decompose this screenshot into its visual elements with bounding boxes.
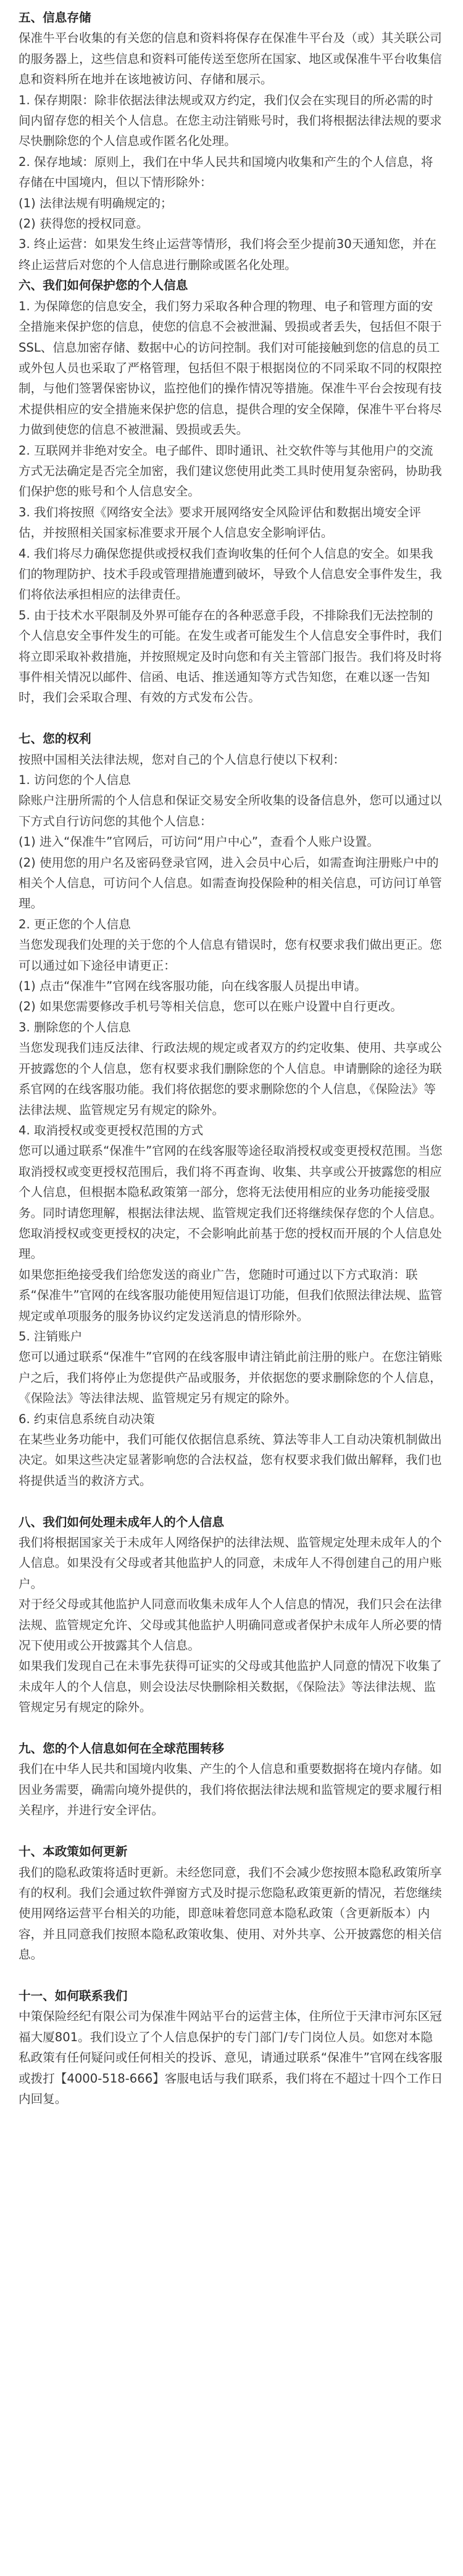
paragraph: (1) 法律法规有明确规定的；	[19, 196, 173, 210]
paragraph: 我们将根据国家关于未成年人网络保护的法律法规、监管规定处理未成年人的个人信息。如果没有父母或者其他监护人的同意，未成年人不得创建自己的用户账户。	[19, 1535, 442, 1591]
paragraph: 您可以通过联系“保准牛”官网的在线客服等途径取消授权或变更授权范围。当您取消授权或变更授权范围后，我们将不再查询、收集、共享或公开披露您的相应个人信息，但根据本隐私政策第一部分，您将无法使用相应的业务功能接受服务。同时请您理解，根据法律法规、监管规定我们还将继续保存您的个人信息。您取消授权或变更授权的决定，不会影响此前基于您的授权而开展的个人信息处理。	[19, 1144, 443, 1261]
paragraph: 3. 删除您的个人信息	[19, 1020, 131, 1034]
paragraph: 1. 访问您的个人信息	[19, 773, 131, 788]
paragraph: 当您发现我们违反法律、行政法规的规定或者双方的约定收集、使用、共享或公开披露您的个人信息，您有权要求我们删除您的个人信息。申请删除的途径为联系官网的在线客服功能。我们将依据您的要求删除您的个人信息，《保险法》等法律法规、监管规定另有规定的除外。	[19, 1041, 442, 1117]
paragraph: 对于经父母或其他监护人同意而收集未成年人个人信息的情况，我们只会在法律法规、监管规定允许、父母或其他监护人明确同意或者保护未成年人所必要的情况下使用或公开披露其个人信息。	[19, 1597, 442, 1653]
paragraph: 4. 取消授权或变更授权范围的方式	[19, 1123, 204, 1137]
paragraph: 如果我们发现自己在未事先获得可证实的父母或其他监护人同意的情况下收集了未成年人的个人信息，则会设法尽快删除相关数据，《保险法》等法律法规、监管规定另有规定的除外。	[19, 1659, 442, 1715]
paragraph: 6. 约束信息系统自动决策	[19, 1411, 155, 1426]
paragraph-spacer	[19, 1491, 444, 1511]
paragraph: 如果您拒绝接受我们给您发送的商业广告，您随时可通过以下方式取消：联系“保准牛”官网的在线客服功能使用短信退订功能，但我们依照法律法规、监管规定或单项服务的服务协议约定发送消息的情形除外。	[19, 1267, 443, 1323]
paragraph: (2) 如果您需要修改手机号等相关信息，您可以在账户设置中自行更改。	[19, 999, 403, 1014]
section-heading: 九、您的个人信息如何在全球范围转移	[19, 1741, 225, 1756]
paragraph: 2. 保存地域：原则上，我们在中华人民共和国境内收集和产生的个人信息，将存储在中国境内，但以下情形除外：	[19, 154, 433, 190]
paragraph: (1) 点击“保准牛”官网在线客服功能，向在线客服人员提出申请。	[19, 979, 367, 994]
paragraph: 2. 更正您的个人信息	[19, 917, 131, 931]
paragraph: 2. 互联网并非绝对安全。电子邮件、即时通讯、社交软件等与其他用户的交流方式无法确定是否完全加密，我们建议您使用此类工具时使用复杂密码，协助我们保护您的账号和个人信息安全。	[19, 443, 442, 499]
paragraph-spacer	[19, 1821, 444, 1841]
paragraph: 4. 我们将尽力确保您提供或授权我们查询收集的任何个人信息的安全。如果我们的物理防护、技术手段或管理措施遭到破坏，导致个人信息安全事件发生，我们将依法承担相应的法律责任。	[19, 546, 442, 602]
section-heading: 七、您的权利	[19, 732, 91, 746]
section-heading: 十、本政策如何更新	[19, 1844, 128, 1859]
paragraph: 3. 终止运营：如果发生终止运营等情形，我们将会至少提前30天通知您，并在终止运营后对您的个人信息进行删除或匿名化处理。	[19, 237, 436, 272]
paragraph: 中策保险经纪有限公司为保准牛网站平台的运营主体，住所位于天津市河东区冠福大厦801。我们设立了个人信息保护的专门部门/专门岗位人员。如您对本隐私政策有任何疑问或任何相关的投诉、意见，请通过联系“保准牛”官网在线客服或拨打【4000-518-666】客服电话与我们联系，我们将在不超过十四个工作日内回复。	[19, 2009, 443, 2106]
paragraph: (2) 获得您的授权同意。	[19, 217, 149, 231]
section-heading: 六、我们如何保护您的个人信息	[19, 278, 188, 293]
paragraph: 5. 由于技术水平限制及外界可能存在的各种恶意手段，不排除我们无法控制的个人信息安全事件发生的可能。在发生或者可能发生个人信息安全事件时，我们将立即采取补救措施，并按照规定及时向您和有关主管部门报告。我们将及时将事件相关情况以邮件、信函、电话、推送通知等方式告知您，在难以逐一告知时，我们会采取合理、有效的方式发布公告。	[19, 608, 442, 705]
paragraph: (2) 使用您的用户名及密码登录官网，进入会员中心后，如需查询注册账户中的相关个人信息，可访问个人信息。如需查询投保险种的相关信息，可访问订单管理。	[19, 855, 442, 911]
paragraph: 保准牛平台收集的有关您的信息和资料将保存在保准牛平台及（或）其关联公司的服务器上，这些信息和资料可能传送至您所在国家、地区或保准牛平台收集信息和资料所在地并在该地被访问、存储和展示。	[19, 31, 442, 87]
section-heading: 十一、如何联系我们	[19, 1988, 128, 2003]
paragraph: 当您发现我们处理的关于您的个人信息有错误时，您有权要求我们做出更正。您可以通过如下途径申请更正：	[19, 938, 442, 973]
paragraph: 除账户注册所需的个人信息和保证交易安全所收集的设备信息外，您可以通过以下方式自行访问您的其他个人信息：	[19, 793, 442, 828]
section-heading: 五、信息存储	[19, 10, 91, 25]
section-heading: 八、我们如何处理未成年人的个人信息	[19, 1514, 225, 1529]
paragraph: 按照中国相关法律法规，您对自己的个人信息行使以下权利：	[19, 752, 346, 767]
paragraph: 我们在中华人民共和国境内收集、产生的个人信息和重要数据将在境内存储。如因业务需要，确需向境外提供的，我们将依据法律法规和监管规定的要求履行相关程序，并进行安全评估。	[19, 1762, 442, 1818]
paragraph: 3. 我们将按照《网络安全法》要求开展网络安全风险评估和数据出境安全评估，并按照相关国家标准要求开展个人信息安全影响评估。	[19, 505, 421, 540]
paragraph: 您可以通过联系“保准牛”官网的在线客服申请注销此前注册的账户。在您注销账户之后，我们将停止为您提供产品或服务，并依据您的要求删除您的个人信息，《保险法》等法律法规、监管规定另有规定的除外。	[19, 1350, 443, 1406]
paragraph-spacer	[19, 708, 444, 729]
paragraph: 在某些业务功能中，我们可能仅依据信息系统、算法等非人工自动决策机制做出决定。如果这些决定显著影响您的合法权益，您有权要求我们做出解释，我们也将提供适当的救济方式。	[19, 1432, 442, 1488]
paragraph-spacer	[19, 1718, 444, 1738]
paragraph-spacer	[19, 1965, 444, 1986]
paragraph: 1. 保存期限：除非依据法律法规或双方约定，我们仅会在实现目的所必需的时间内留存您的相关个人信息。在您主动注销账号时，我们将根据法律法规的要求尽快删除您的个人信息或作匿名化处理。	[19, 93, 442, 149]
paragraph: 5. 注销账户	[19, 1329, 83, 1344]
paragraph: 1. 为保障您的信息安全，我们努力采取各种合理的物理、电子和管理方面的安全措施来保护您的信息，使您的信息不会被泄漏、毁损或者丢失，包括但不限于SSL、信息加密存储、数据中心的访问控制。我们对可能接触到您的信息的员工或外包人员也采取了严格管理，包括但不限于根据岗位的不同采取不同的权限控制，与他们签署保密协议，监控他们的操作情况等措施。保准牛平台会按现有技术提供相应的安全措施来保护您的信息，提供合理的安全保障，保准牛平台将尽力做到使您的信息不被泄漏、毁损或丢失。	[19, 299, 442, 437]
paragraph: 我们的隐私政策将适时更新。未经您同意，我们不会减少您按照本隐私政策所享有的权利。我们会通过软件弹窗方式及时提示您隐私政策更新的情况，若您继续使用网络运营平台相关的功能，即意味着您同意本隐私政策（含更新版本）内容，并且同意我们按照本隐私政策收集、使用、对外共享、公开披露您的相关信息。	[19, 1865, 442, 1962]
paragraph: (1) 进入“保准牛”官网后，可访问“用户中心”，查看个人账户设置。	[19, 835, 380, 849]
